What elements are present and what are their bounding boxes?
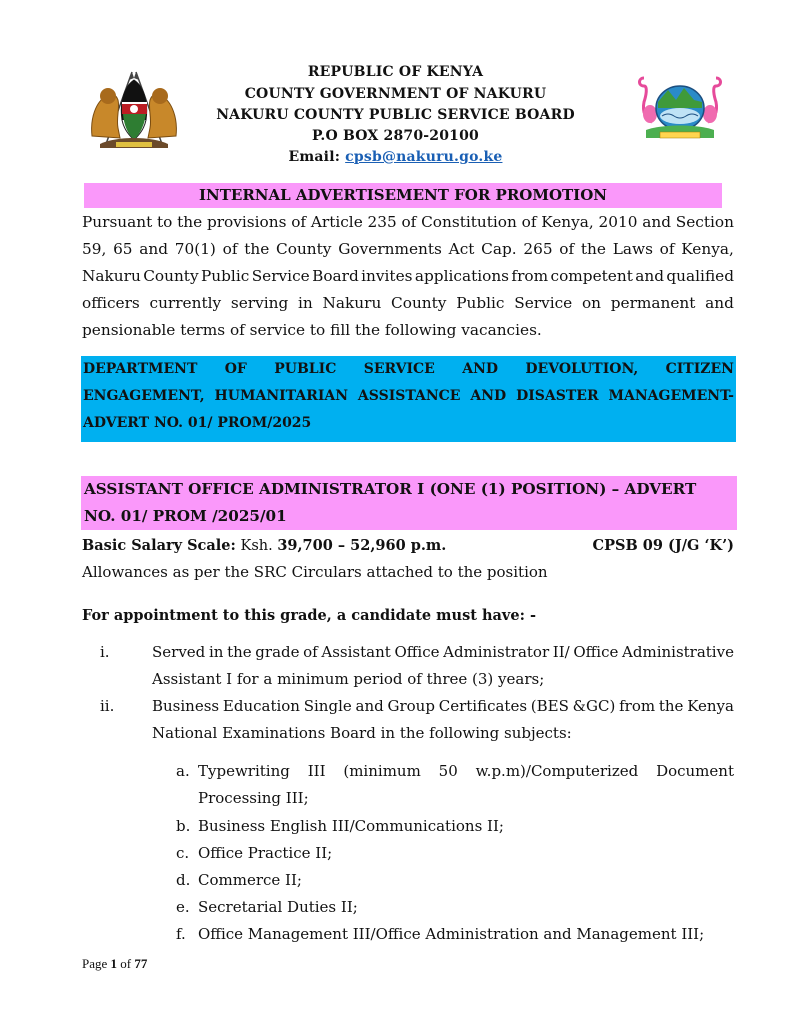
email-label: Email: xyxy=(288,149,341,165)
word: of xyxy=(291,213,307,231)
word: in xyxy=(298,294,313,312)
word: DEPARTMENT xyxy=(83,361,198,377)
word: the xyxy=(658,697,684,715)
word: CITIZEN xyxy=(665,361,734,377)
subject-item xyxy=(176,840,734,867)
footer-of-word: of xyxy=(120,956,132,971)
word: Kenya xyxy=(687,697,734,715)
word: and xyxy=(139,240,169,258)
word: provisions xyxy=(206,213,287,231)
word: (BES xyxy=(530,697,569,715)
subject-letter: d. xyxy=(176,871,191,889)
word: AND xyxy=(470,388,507,404)
header-po-box: P.O BOX 2870-20100 xyxy=(311,128,479,144)
requirement-number: ii. xyxy=(100,697,115,715)
word: 2010 xyxy=(598,213,638,231)
intro-line xyxy=(82,209,734,236)
subject-line: Secretarial Duties II; xyxy=(198,898,358,916)
title-bar: INTERNAL ADVERTISEMENT FOR PROMOTION xyxy=(84,183,722,208)
position-bar xyxy=(81,476,737,530)
word: officers xyxy=(82,294,140,312)
word: and xyxy=(355,697,384,715)
word: Administrative xyxy=(622,643,734,661)
word: Document xyxy=(656,762,734,780)
department-line xyxy=(83,383,734,410)
intro-line xyxy=(82,236,734,263)
intro-line: pensionable terms of service to fill the following vacancies. xyxy=(82,321,542,339)
word: Assistant xyxy=(321,643,391,661)
intro-paragraph xyxy=(82,209,734,344)
department-line: ADVERT NO. 01/ PROM/2025 xyxy=(83,415,312,431)
word: 70(1) xyxy=(174,240,216,258)
word: applications xyxy=(414,267,510,285)
subject-line: Processing III; xyxy=(198,789,309,807)
word: DEVOLUTION, xyxy=(525,361,639,377)
word: II/ xyxy=(552,643,570,661)
word: on xyxy=(581,294,602,312)
requirements-heading: For appointment to this grade, a candidate must have: - xyxy=(82,607,536,624)
word: Certificates xyxy=(438,697,528,715)
requirement-line xyxy=(152,639,734,666)
subject-letter: b. xyxy=(176,817,191,835)
footer-total-pages: 77 xyxy=(134,956,148,971)
subject-line: Business English III/Communications II; xyxy=(198,817,504,835)
word: Service xyxy=(514,294,573,312)
word: Section xyxy=(675,213,734,231)
word: the xyxy=(227,643,252,661)
job-grade: CPSB 09 (J/G ‘K’) xyxy=(592,537,734,554)
intro-line xyxy=(82,290,734,317)
word: Article xyxy=(310,213,363,231)
word: of xyxy=(401,213,417,231)
subject-item xyxy=(176,894,734,921)
subject-line xyxy=(198,758,734,785)
subject-item xyxy=(176,813,734,840)
word: PUBLIC xyxy=(274,361,337,377)
salary-scale xyxy=(82,537,446,554)
word: ENGAGEMENT, xyxy=(83,388,205,404)
subject-line: Office Management III/Office Administration and Management III; xyxy=(198,925,705,943)
salary-row xyxy=(82,537,734,554)
subject-item xyxy=(176,921,734,948)
word: from xyxy=(619,697,656,715)
allowances-text: Allowances as per the SRC Circulars attached to the position xyxy=(82,563,548,581)
department-line xyxy=(83,356,734,383)
intro-line xyxy=(82,263,734,290)
word: 59, xyxy=(82,240,107,258)
word: MANAGEMENT- xyxy=(608,388,734,404)
word: Business xyxy=(152,697,220,715)
word: of xyxy=(303,643,318,661)
subject-item xyxy=(176,758,734,812)
subject-letter: f. xyxy=(176,925,186,943)
word: of xyxy=(521,213,537,231)
word: and xyxy=(635,267,664,285)
salary-label: Basic Salary Scale: xyxy=(82,537,236,554)
word: Governments xyxy=(338,240,442,258)
department-bar xyxy=(81,356,736,442)
word: 235 xyxy=(367,213,397,231)
word: currently xyxy=(149,294,222,312)
requirement-number: i. xyxy=(100,643,110,661)
word: Laws xyxy=(612,240,653,258)
word: Service xyxy=(251,267,310,285)
word: of xyxy=(659,240,675,258)
word: grade xyxy=(255,643,300,661)
footer-page-word: Page xyxy=(82,956,108,971)
word: Public xyxy=(201,267,250,285)
header-email-line xyxy=(0,149,791,165)
word: HUMANITARIAN xyxy=(214,388,349,404)
word: qualified xyxy=(666,267,734,285)
word: Cap. xyxy=(481,240,517,258)
position-title-line: NO. 01/ PROM /2025/01 xyxy=(84,507,287,525)
word: Constitution xyxy=(421,213,517,231)
subject-letter: a. xyxy=(176,762,190,780)
word: serving xyxy=(230,294,289,312)
word: of xyxy=(222,240,238,258)
page-footer xyxy=(82,956,147,972)
word: the xyxy=(244,240,270,258)
word: 265 xyxy=(523,240,553,258)
word: (minimum xyxy=(343,762,421,780)
subject-line: Office Practice II; xyxy=(198,844,333,862)
requirement-line: Assistant I for a minimum period of three (3) years; xyxy=(152,670,545,688)
position-title-line: ASSISTANT OFFICE ADMINISTRATOR I (ONE (1) POSITION) – ADVERT xyxy=(84,480,697,498)
word: OF xyxy=(224,361,247,377)
word: County xyxy=(391,294,447,312)
requirement-item xyxy=(100,639,734,693)
word: Served xyxy=(152,643,206,661)
word: Single xyxy=(303,697,352,715)
header-republic: REPUBLIC OF KENYA xyxy=(307,64,484,80)
word: and xyxy=(642,213,671,231)
requirement-item xyxy=(100,693,734,747)
word: competent xyxy=(550,267,633,285)
word: of xyxy=(559,240,575,258)
word: and xyxy=(705,294,734,312)
salary-currency: Ksh. xyxy=(240,538,273,554)
word: Typewriting xyxy=(198,762,290,780)
word: Nakuru xyxy=(322,294,382,312)
word: III xyxy=(307,762,326,780)
word: w.p.m)/Computerized xyxy=(475,762,639,780)
subject-line: Commerce II; xyxy=(198,871,302,889)
requirement-line: National Examinations Board in the following subjects: xyxy=(152,724,572,742)
word: from xyxy=(511,267,549,285)
word: Public xyxy=(456,294,505,312)
word: the xyxy=(580,240,606,258)
word: Administrator xyxy=(443,643,550,661)
word: Office xyxy=(573,643,619,661)
word: County xyxy=(143,267,199,285)
word: Nakuru xyxy=(82,267,141,285)
word: Act xyxy=(448,240,475,258)
word: DISASTER xyxy=(516,388,599,404)
header-board-name: NAKURU COUNTY PUBLIC SERVICE BOARD xyxy=(216,107,575,123)
word: SERVICE xyxy=(363,361,435,377)
word: in xyxy=(208,643,224,661)
subject-item xyxy=(176,867,734,894)
salary-range: 39,700 – 52,960 p.m. xyxy=(277,537,447,554)
word: County xyxy=(276,240,332,258)
word: Education xyxy=(222,697,300,715)
email-link[interactable]: cpsb@nakuru.go.ke xyxy=(345,149,503,165)
word: 50 xyxy=(438,762,458,780)
word: permanent xyxy=(610,294,696,312)
word: AND xyxy=(462,361,499,377)
footer-page-number: 1 xyxy=(110,956,118,971)
subject-letter: c. xyxy=(176,844,190,862)
word: to xyxy=(157,213,173,231)
word: &GC) xyxy=(572,697,616,715)
word: 65 xyxy=(113,240,133,258)
word: Kenya, xyxy=(541,213,594,231)
word: ASSISTANCE xyxy=(357,388,461,404)
word: Board xyxy=(312,267,359,285)
header-county-government: COUNTY GOVERNMENT OF NAKURU xyxy=(244,86,547,102)
requirement-line xyxy=(152,693,734,720)
word: the xyxy=(177,213,203,231)
word: Group xyxy=(387,697,435,715)
word: Office xyxy=(394,643,440,661)
word: Kenya, xyxy=(681,240,734,258)
word: Pursuant xyxy=(82,213,153,231)
subject-letter: e. xyxy=(176,898,190,916)
word: invites xyxy=(361,267,413,285)
